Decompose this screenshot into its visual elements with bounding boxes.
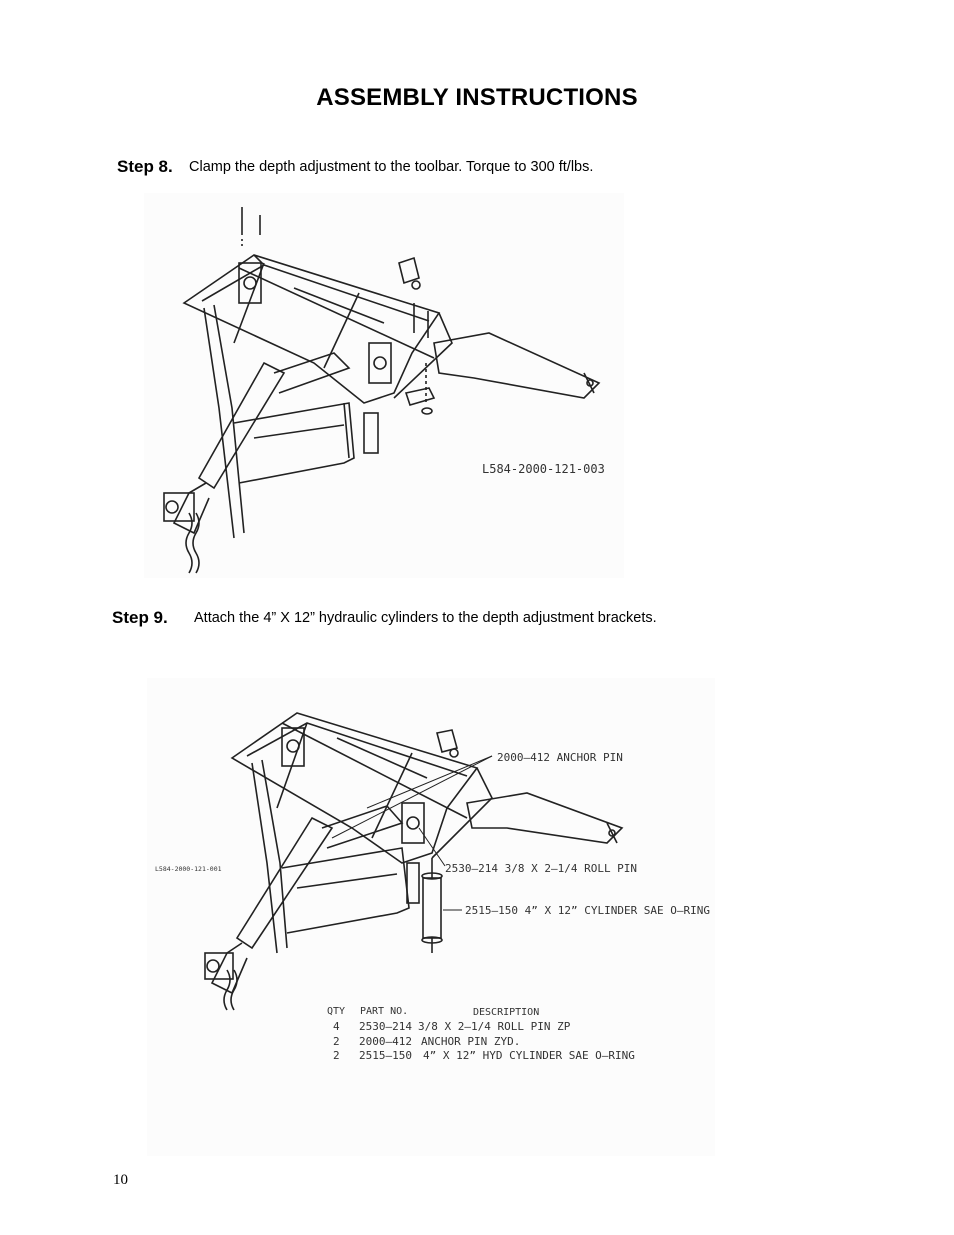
parts-table-row-1-qty: 4 — [333, 1020, 340, 1033]
parts-table-row-3-qty: 2 — [333, 1049, 340, 1062]
parts-table — [327, 1006, 635, 1062]
parts-table-header-part-no: PART NO. — [360, 1006, 409, 1017]
parts-table-row-3-desc: 4” X 12” HYD CYLINDER SAE O–RING — [423, 1049, 635, 1062]
step-8-drawing — [144, 193, 624, 578]
parts-table-row-2-part: 2000–412 — [359, 1035, 412, 1048]
callout-anchor-pin: 2000–412 ANCHOR PIN — [497, 751, 623, 764]
step-9-figure — [147, 678, 715, 1156]
step-8-label: Step 8. — [117, 157, 173, 176]
parts-table-row-2-qty: 2 — [333, 1035, 340, 1048]
step-9-text: Attach the 4” X 12” hydraulic cylinders to the depth adjustment brackets. — [194, 610, 657, 626]
step-9-label: Step 9. — [112, 608, 168, 627]
parts-table-row-1-desc: 3/8 X 2–1/4 ROLL PIN ZP — [418, 1020, 571, 1033]
callout-roll-pin: 2530–214 3/8 X 2–1/4 ROLL PIN — [445, 862, 638, 875]
callout-cylinder: 2515–150 4” X 12” CYLINDER SAE O–RING — [465, 904, 711, 917]
step-8-text: Clamp the depth adjustment to the toolbar. Torque to 300 ft/lbs. — [189, 159, 594, 175]
page-title: ASSEMBLY INSTRUCTIONS — [316, 84, 638, 111]
step-8-drawing-number: L584-2000-121-003 — [482, 462, 605, 476]
parts-table-row-2-desc: ANCHOR PIN ZYD. — [421, 1035, 521, 1048]
step-9-drawing-number: L584-2000-121-001 — [155, 865, 222, 873]
step-9-drawing — [147, 678, 715, 1156]
step-8-figure — [144, 193, 624, 578]
parts-table-row-1-part: 2530–214 — [359, 1020, 412, 1033]
page-number: 10 — [113, 1172, 128, 1188]
parts-table-header-qty: QTY — [327, 1006, 346, 1017]
parts-table-row-3-part: 2515–150 — [359, 1049, 412, 1062]
parts-table-header-description: DESCRIPTION — [473, 1007, 540, 1018]
